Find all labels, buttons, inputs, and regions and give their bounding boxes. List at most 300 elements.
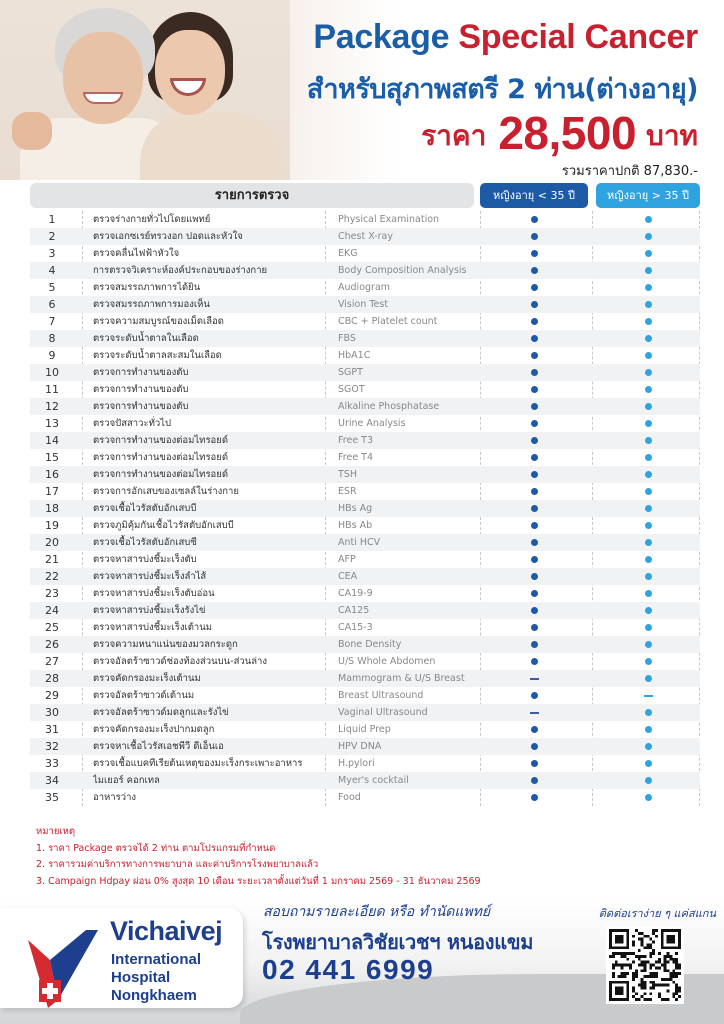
included-under35: [480, 670, 588, 687]
package-title: [313, 18, 698, 57]
item-name-english: Bone Density: [338, 639, 402, 650]
included-over35: [596, 245, 700, 262]
item-name-thai: ตรวจความหนาแน่นของมวลกระดูก: [93, 639, 238, 650]
package-subtitle: สำหรับสุภาพสตรี 2 ท่าน(ต่างอายุ): [306, 74, 698, 105]
included-dot-icon: [645, 318, 652, 325]
included-over35: [596, 432, 700, 449]
scan-label: ติดต่อเราง่าย ๆ แค่สแกน: [598, 907, 716, 920]
included-dot-icon: [531, 301, 538, 308]
table-row: [30, 483, 700, 500]
included-dot-icon: [531, 573, 538, 580]
included-under35: [480, 483, 588, 500]
included-dot-icon: [531, 522, 538, 529]
table-row: [30, 313, 700, 330]
item-name-english: Free T3: [338, 435, 374, 446]
included-under35: [480, 551, 588, 568]
phone-number[interactable]: 02 441 6999: [262, 954, 435, 985]
included-dot-icon: [645, 369, 652, 376]
included-dot-icon: [531, 437, 538, 444]
logo-line: Nongkhaem: [111, 987, 197, 1004]
row-number: 34: [45, 774, 59, 787]
item-name-english: ESR: [338, 486, 357, 497]
qr-code-graphic: [609, 929, 681, 1001]
normal-price: รวมราคาปกติ 87,830.-: [561, 164, 698, 179]
table-row: [30, 296, 700, 313]
included-under35: [480, 755, 588, 772]
included-dot-icon: [645, 760, 652, 767]
included-dot-icon: [645, 403, 652, 410]
item-name-thai: ตรวจหาสารบ่งชี้มะเร็งรังไข่: [93, 605, 206, 616]
included-dot-icon: [531, 386, 538, 393]
row-number: 30: [45, 706, 59, 719]
table-row: [30, 347, 700, 364]
included-dot-icon: [645, 726, 652, 733]
photo-older-woman-smile: [83, 92, 123, 104]
included-dot-icon: [531, 488, 538, 495]
logo-line: International: [111, 951, 202, 968]
included-dot-icon: [531, 556, 538, 563]
included-over35: [596, 636, 700, 653]
row-number: 12: [45, 400, 59, 413]
item-name-thai: ตรวจอัลตร้าซาวด์มดลูกและรังไข่: [93, 707, 229, 718]
included-over35: [596, 721, 700, 738]
table-row: [30, 228, 700, 245]
qr-code-icon[interactable]: [606, 926, 684, 1004]
included-dot-icon: [645, 777, 652, 784]
table-row: [30, 449, 700, 466]
table-row: [30, 517, 700, 534]
item-name-english: Physical Examination: [338, 214, 440, 225]
included-dot-icon: [645, 794, 652, 801]
included-dot-icon: [645, 352, 652, 359]
included-over35: [596, 228, 700, 245]
included-dot-icon: [645, 709, 652, 716]
remarks-title: หมายเหตุ: [36, 826, 76, 837]
row-number: 31: [45, 723, 59, 736]
item-name-thai: ตรวจหาเชื้อไวรัสเอชพีวี ดีเอ็นเอ: [93, 741, 224, 752]
included-under35: [480, 585, 588, 602]
included-under35: [480, 619, 588, 636]
included-under35: [480, 517, 588, 534]
included-over35: [596, 262, 700, 279]
table-body: [30, 211, 700, 806]
included-dot-icon: [645, 556, 652, 563]
included-dot-icon: [531, 743, 538, 750]
row-number: 27: [45, 655, 59, 668]
included-under35: [480, 449, 588, 466]
included-under35: [480, 500, 588, 517]
included-dot-icon: [645, 335, 652, 342]
hospital-name: โรงพยาบาลวิชัยเวชฯ หนองแขม: [262, 930, 534, 954]
item-name-thai: ตรวจความสมบูรณ์ของเม็ดเลือด: [93, 316, 224, 327]
item-name-english: TSH: [338, 469, 357, 480]
table-row: [30, 534, 700, 551]
included-dot-icon: [645, 386, 652, 393]
item-name-english: HBs Ab: [338, 520, 373, 531]
table-row: [30, 211, 700, 228]
included-under35: [480, 313, 588, 330]
row-number: 11: [45, 383, 59, 396]
included-under35: [480, 602, 588, 619]
header-women-under-35: หญิงอายุ < 35 ปี: [480, 183, 588, 208]
included-over35: [596, 381, 700, 398]
logo-line: Hospital: [111, 969, 171, 986]
price-amount: 28,500: [498, 107, 637, 159]
row-number: 29: [45, 689, 59, 702]
row-number: 32: [45, 740, 59, 753]
included-under35: [480, 738, 588, 755]
table-row: [30, 653, 700, 670]
table-row: [30, 670, 700, 687]
title-special-cancer: Special Cancer: [458, 18, 698, 56]
row-number: 1: [48, 213, 56, 226]
item-name-thai: ตรวจการทำงานของต่อมไทรอยด์: [93, 469, 228, 480]
item-name-english: HBs Ag: [338, 503, 373, 514]
included-under35: [480, 772, 588, 789]
included-over35: [596, 364, 700, 381]
table-row: [30, 789, 700, 806]
included-dot-icon: [645, 522, 652, 529]
included-over35: [596, 483, 700, 500]
row-number: 14: [45, 434, 59, 447]
table-row: [30, 381, 700, 398]
item-name-english: Free T4: [338, 452, 374, 463]
item-name-thai: ตรวจหาสารบ่งชี้มะเร็งลำไส้: [93, 571, 207, 582]
included-dot-icon: [645, 267, 652, 274]
table-row: [30, 279, 700, 296]
included-dot-icon: [645, 488, 652, 495]
item-name-english: Myer's cocktail: [338, 775, 409, 786]
included-dot-icon: [645, 233, 652, 240]
row-number: 22: [45, 570, 59, 583]
item-name-thai: ตรวจร่างกายทั่วไปโดยแพทย์: [93, 214, 211, 225]
included-under35: [480, 789, 588, 806]
photo-younger-woman-face: [155, 30, 225, 115]
item-name-english: EKG: [338, 248, 358, 259]
included-dot-icon: [645, 658, 652, 665]
included-under35: [480, 262, 588, 279]
item-name-english: Chest X-ray: [338, 231, 394, 242]
included-over35: [596, 211, 700, 228]
table-row: [30, 364, 700, 381]
table-row: [30, 687, 700, 704]
item-name-thai: ตรวจการทำงานของต่อมไทรอยด์: [93, 452, 228, 463]
table-row: [30, 568, 700, 585]
item-name-thai: ตรวจการอักเสบของเซลล์ในร่างกาย: [93, 486, 239, 497]
included-dot-icon: [645, 607, 652, 614]
included-over35: [596, 585, 700, 602]
included-under35: [480, 381, 588, 398]
included-dot-icon: [645, 641, 652, 648]
header-checkup-items: รายการตรวจ: [30, 183, 474, 208]
row-number: 19: [45, 519, 59, 532]
row-number: 24: [45, 604, 59, 617]
included-dot-icon: [531, 777, 538, 784]
item-name-english: CA125: [338, 605, 370, 616]
item-name-thai: ตรวจเชื้อไวรัสตับอักเสบซี: [93, 537, 197, 548]
included-under35: [480, 279, 588, 296]
included-dot-icon: [645, 539, 652, 546]
included-over35: [596, 602, 700, 619]
checkmark-cross-logo-icon: [28, 930, 98, 1010]
item-name-thai: ตรวจการทำงานของต่อมไทรอยด์: [93, 435, 228, 446]
row-number: 21: [45, 553, 59, 566]
item-name-english: H.pylori: [338, 758, 375, 769]
photo-older-woman-face: [63, 32, 143, 124]
item-name-thai: ตรวจการทำงานของตับ: [93, 401, 189, 412]
row-number: 6: [48, 298, 56, 311]
included-under35: [480, 347, 588, 364]
photo-hands: [12, 112, 52, 150]
item-name-thai: ตรวจระดับน้ำตาลสะสมในเลือด: [93, 350, 222, 361]
included-over35: [596, 398, 700, 415]
item-name-english: Urine Analysis: [338, 418, 406, 429]
included-over35: [596, 653, 700, 670]
included-dot-icon: [645, 454, 652, 461]
row-number: 5: [48, 281, 56, 294]
included-dot-icon: [531, 794, 538, 801]
item-name-thai: ตรวจหาสารบ่งชี้มะเร็งตับ: [93, 554, 197, 565]
included-over35: [596, 755, 700, 772]
row-number: 17: [45, 485, 59, 498]
table-row: [30, 602, 700, 619]
item-name-thai: ตรวจคลื่นไฟฟ้าหัวใจ: [93, 248, 180, 259]
included-under35: [480, 687, 588, 704]
included-under35: [480, 534, 588, 551]
included-over35: [596, 296, 700, 313]
included-over35: [596, 687, 700, 704]
row-number: 26: [45, 638, 59, 651]
table-row: [30, 398, 700, 415]
included-dot-icon: [531, 233, 538, 240]
included-under35: [480, 398, 588, 415]
item-name-english: HbA1C: [338, 350, 371, 361]
included-dot-icon: [645, 590, 652, 597]
included-dot-icon: [531, 216, 538, 223]
item-name-english: Vaginal Ultrasound: [338, 707, 428, 718]
included-under35: [480, 211, 588, 228]
included-over35: [596, 789, 700, 806]
included-dot-icon: [531, 420, 538, 427]
header-women-over-35: หญิงอายุ > 35 ปี: [596, 183, 700, 208]
item-name-english: CA19-9: [338, 588, 373, 599]
table-header: [30, 183, 700, 207]
included-over35: [596, 279, 700, 296]
included-over35: [596, 466, 700, 483]
row-number: 25: [45, 621, 59, 634]
item-name-thai: ตรวจคัดกรองมะเร็งปากมดลูก: [93, 724, 215, 735]
item-name-thai: ตรวจภูมิคุ้มกันเชื้อไวรัสตับอักเสบบี: [93, 520, 234, 531]
item-name-thai: ตรวจเชื้อแบคทีเรียต้นเหตุของมะเร็งกระเพาะอาหาร: [93, 758, 303, 769]
included-dot-icon: [531, 624, 538, 631]
contact-lead: สอบถามรายละเอียด หรือ ทำนัดแพทย์: [263, 904, 491, 920]
row-number: 13: [45, 417, 59, 430]
table-row: [30, 772, 700, 789]
table-row: [30, 500, 700, 517]
included-under35: [480, 653, 588, 670]
item-name-english: Audiogram: [338, 282, 391, 293]
included-dot-icon: [531, 471, 538, 478]
included-over35: [596, 517, 700, 534]
included-dot-icon: [645, 250, 652, 257]
item-name-english: Mammogram & U/S Breast: [338, 673, 465, 684]
item-name-thai: ตรวจระดับน้ำตาลในเลือด: [93, 333, 199, 344]
row-number: 23: [45, 587, 59, 600]
row-number: 7: [48, 315, 56, 328]
not-included-dash-icon: [530, 712, 539, 714]
item-name-english: Body Composition Analysis: [338, 265, 467, 276]
included-over35: [596, 619, 700, 636]
table-row: [30, 585, 700, 602]
title-package-word: Package: [313, 18, 450, 56]
item-name-thai: ตรวจหาสารบ่งชี้มะเร็งตับอ่อน: [93, 588, 215, 599]
table-row: [30, 466, 700, 483]
included-dot-icon: [531, 607, 538, 614]
included-dot-icon: [531, 726, 538, 733]
included-dot-icon: [531, 403, 538, 410]
hero-photo: [0, 0, 290, 180]
included-dot-icon: [531, 454, 538, 461]
included-over35: [596, 670, 700, 687]
item-name-thai: การตรวจวิเคราะห์องค์ประกอบของร่างกาย: [93, 265, 268, 276]
included-dot-icon: [645, 216, 652, 223]
item-name-english: Vision Test: [338, 299, 389, 310]
row-number: 10: [45, 366, 59, 379]
table-row: [30, 721, 700, 738]
included-over35: [596, 534, 700, 551]
included-over35: [596, 330, 700, 347]
item-name-english: Food: [338, 792, 361, 803]
included-dot-icon: [531, 641, 538, 648]
table-row: [30, 738, 700, 755]
included-dot-icon: [531, 352, 538, 359]
included-under35: [480, 568, 588, 585]
included-over35: [596, 449, 700, 466]
row-number: 8: [48, 332, 56, 345]
included-dot-icon: [531, 590, 538, 597]
row-number: 33: [45, 757, 59, 770]
included-dot-icon: [531, 760, 538, 767]
included-over35: [596, 772, 700, 789]
included-dot-icon: [531, 505, 538, 512]
item-name-english: CBC + Platelet count: [338, 316, 438, 327]
row-number: 3: [48, 247, 56, 260]
row-number: 15: [45, 451, 59, 464]
included-under35: [480, 721, 588, 738]
item-name-english: Liquid Prep: [338, 724, 391, 735]
included-dot-icon: [531, 539, 538, 546]
included-dot-icon: [645, 624, 652, 631]
included-under35: [480, 415, 588, 432]
row-number: 4: [48, 264, 56, 277]
table-row: [30, 262, 700, 279]
included-dot-icon: [531, 318, 538, 325]
included-under35: [480, 364, 588, 381]
item-name-thai: ตรวจอัลตร้าซาวด์เต้านม: [93, 690, 195, 701]
included-dot-icon: [645, 437, 652, 444]
included-dot-icon: [645, 420, 652, 427]
table-row: [30, 636, 700, 653]
included-dot-icon: [645, 284, 652, 291]
row-number: 28: [45, 672, 59, 685]
row-number: 16: [45, 468, 59, 481]
included-dot-icon: [645, 675, 652, 682]
remark-item: 1. ราคา Package ตรวจได้ 2 ท่าน ตามโปรแกรมที่กำหนด: [36, 842, 276, 854]
row-number: 2: [48, 230, 56, 243]
item-name-thai: ตรวจสมรรถภาพการได้ยิน: [93, 282, 201, 293]
included-over35: [596, 568, 700, 585]
item-name-english: AFP: [338, 554, 356, 565]
row-number: 9: [48, 349, 56, 362]
item-name-thai: ตรวจหาสารบ่งชี้มะเร็งเต้านม: [93, 622, 212, 633]
item-name-english: Alkaline Phosphatase: [338, 401, 440, 412]
item-name-english: CA15-3: [338, 622, 373, 633]
table-row: [30, 415, 700, 432]
included-under35: [480, 296, 588, 313]
item-name-english: Breast Ultrasound: [338, 690, 424, 701]
table-row: [30, 704, 700, 721]
included-dot-icon: [645, 471, 652, 478]
price-prefix: ราคา: [421, 119, 487, 152]
hero-banner: [0, 0, 724, 180]
table-row: [30, 619, 700, 636]
price-line: [421, 106, 698, 160]
included-dot-icon: [531, 250, 538, 257]
item-name-english: SGPT: [338, 367, 363, 378]
included-over35: [596, 347, 700, 364]
checkup-table: [30, 183, 700, 804]
table-row: [30, 330, 700, 347]
footer: [0, 896, 724, 1024]
included-over35: [596, 500, 700, 517]
included-under35: [480, 432, 588, 449]
included-dot-icon: [645, 505, 652, 512]
included-dot-icon: [531, 284, 538, 291]
price-currency: บาท: [646, 119, 698, 152]
included-over35: [596, 551, 700, 568]
not-included-dash-icon: [530, 678, 539, 680]
included-over35: [596, 738, 700, 755]
table-row: [30, 755, 700, 772]
row-number: 18: [45, 502, 59, 515]
item-name-english: FBS: [338, 333, 356, 344]
row-number: 20: [45, 536, 59, 549]
included-dot-icon: [531, 335, 538, 342]
included-dot-icon: [531, 658, 538, 665]
included-over35: [596, 704, 700, 721]
item-name-thai: ตรวจการทำงานของตับ: [93, 384, 189, 395]
included-dot-icon: [531, 692, 538, 699]
item-name-english: U/S Whole Abdomen: [338, 656, 436, 667]
item-name-thai: ตรวจปัสสาวะทั่วไป: [93, 418, 171, 429]
included-dot-icon: [645, 301, 652, 308]
included-dot-icon: [531, 267, 538, 274]
included-dot-icon: [531, 369, 538, 376]
included-under35: [480, 466, 588, 483]
remark-item: 2. ราคารวมค่าบริการทางการพยาบาล และค่าบริการโรงพยาบาลแล้ว: [36, 859, 319, 870]
item-name-english: HPV DNA: [338, 741, 382, 752]
item-name-thai: ตรวจเชื้อไวรัสตับอักเสบบี: [93, 503, 197, 514]
table-row: [30, 551, 700, 568]
included-over35: [596, 415, 700, 432]
item-name-english: CEA: [338, 571, 358, 582]
remarks: [36, 824, 481, 890]
item-name-english: Anti HCV: [338, 537, 381, 548]
row-number: 35: [45, 791, 59, 804]
included-dot-icon: [645, 573, 652, 580]
item-name-thai: ตรวจการทำงานของตับ: [93, 367, 189, 378]
item-name-english: SGOT: [338, 384, 365, 395]
